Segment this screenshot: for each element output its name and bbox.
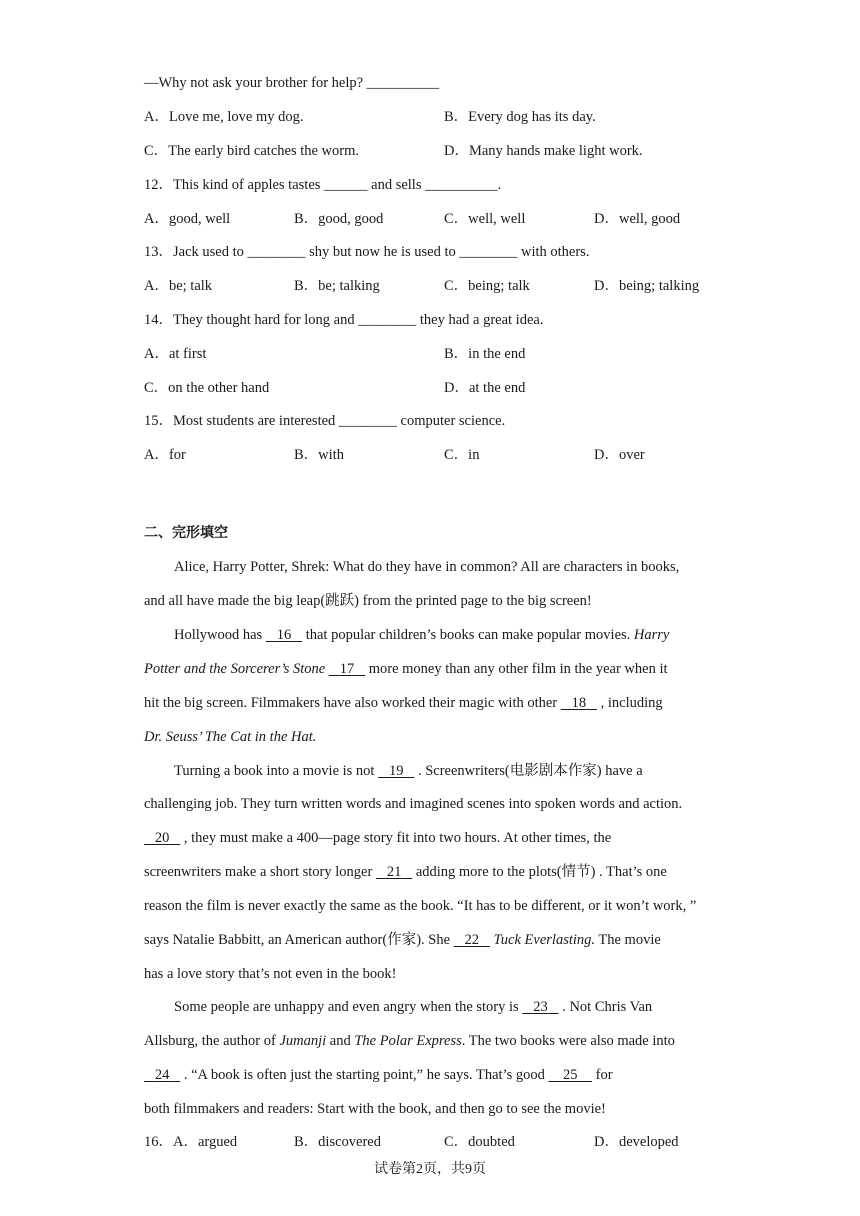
passage-line (144, 1031, 675, 1051)
passage-line (144, 693, 663, 713)
q11-option-d: D．Many hands make light work. (444, 143, 643, 159)
passage-text: The movie (595, 932, 661, 948)
book-title: Jumanji (279, 1033, 327, 1049)
q15-option-a: A．for (144, 447, 186, 463)
q12-option-c: C．well, well (444, 211, 526, 227)
passage-line: challenging job. They turn written words and imagined scenes into spoken words and action. (144, 796, 683, 812)
book-title: Potter and the Sorcerer’s Stone (144, 661, 326, 677)
blank-21: 21 (386, 864, 402, 880)
q11-option-a: A．Love me, love my dog. (144, 109, 304, 125)
passage-text: Hollywood has (174, 627, 266, 643)
q11-stem: —Why not ask your brother for help? __________ (144, 75, 440, 91)
passage-line (144, 828, 611, 848)
q15-stem: 15．Most students are interested ________ computer science. (144, 413, 506, 429)
blank-20: 20 (154, 830, 170, 846)
q14-option-a: A．at first (144, 346, 207, 362)
q11-option-c: C．The early bird catches the worm. (144, 143, 360, 159)
page-footer: 试卷第2页，共9页 (374, 1162, 486, 1177)
q14-option-b: B．in the end (444, 346, 526, 362)
q14-option-d: D．at the end (444, 380, 526, 396)
passage-line (144, 930, 661, 950)
passage-line: and all have made the big leap(跳跃) from the printed page to the big screen! (144, 593, 592, 609)
q16-option-a: 16．A．argued (144, 1134, 238, 1150)
passage-line (144, 659, 668, 679)
q11-option-b: B．Every dog has its day. (444, 109, 596, 125)
passage-text: adding more to the plots(情节) . That’s one (412, 864, 667, 880)
q16-option-b: B．discovered (294, 1134, 381, 1150)
blank-16: 16 (276, 627, 292, 643)
book-title: Tuck Everlasting. (493, 932, 596, 948)
passage-text: Allsburg, the author of (144, 1033, 280, 1049)
blank-23: 23 (533, 999, 548, 1015)
q15-option-c: C．in (444, 447, 480, 463)
q15-option-b: B．with (294, 447, 344, 463)
passage-text: and (326, 1033, 355, 1049)
passage-line (144, 1065, 613, 1085)
passage-text: , including (597, 695, 663, 711)
passage-text: Some people are unhappy and even angry when the story is (174, 999, 523, 1015)
passage-text: for (592, 1067, 613, 1083)
blank-19: 19 (388, 763, 404, 779)
passage-line: reason the film is never exactly the same as the book. “It has to be different, or it won’t work, ” (144, 898, 697, 914)
blank-25: 25 (563, 1067, 578, 1083)
q16-option-d: D．developed (594, 1134, 679, 1150)
q13-option-a: A．be; talk (144, 278, 213, 294)
passage-text: . Screenwriters(电影剧本作家) have a (414, 763, 643, 779)
passage-text: , they must make a 400—page story fit into two hours. At other times, the (180, 830, 612, 846)
passage-line: Dr. Seuss’ The Cat in the Hat. (144, 729, 317, 745)
q14-option-c: C．on the other hand (144, 380, 270, 396)
q12-stem: 12．This kind of apples tastes ______ and sells __________. (144, 177, 502, 193)
q12-option-d: D．well, good (594, 211, 681, 227)
q13-option-b: B．be; talking (294, 278, 380, 294)
passage-text: more money than any other film in the year when it (365, 661, 668, 677)
book-title: Harry (633, 627, 670, 643)
q12-option-b: B．good, good (294, 211, 384, 227)
q15-option-d: D．over (594, 447, 645, 463)
passage-text: says Natalie Babbitt, an American author(作家). She (144, 932, 454, 948)
q13-stem: 13．Jack used to ________ shy but now he is used to ________ with others. (144, 244, 590, 260)
passage-text: . “A book is often just the starting point,” he says. That’s good (180, 1067, 549, 1083)
blank-18: 18 (571, 695, 587, 711)
passage-line: both filmmakers and readers: Start with the book, and then go to see the movie! (144, 1101, 606, 1117)
section-heading: 二、完形填空 (144, 525, 228, 541)
passage-text: screenwriters make a short story longer (144, 864, 376, 880)
q13-option-d: D．being; talking (594, 278, 700, 294)
book-title: The Polar Express (354, 1033, 462, 1049)
passage-text: hit the big screen. Filmmakers have also worked their magic with other (144, 695, 561, 711)
blank-24: 24 (154, 1067, 170, 1083)
blank-17: 17 (339, 661, 355, 677)
passage-line: Alice, Harry Potter, Shrek: What do they have in common? All are characters in books, (174, 559, 680, 575)
q14-stem: 14．They thought hard for long and ________ they had a great idea. (144, 312, 544, 328)
passage-line (174, 997, 652, 1017)
passage-text: . Not Chris Van (558, 999, 653, 1015)
q12-option-a: A．good, well (144, 211, 231, 227)
passage-text: that popular children’s books can make popular movies. (302, 627, 634, 643)
passage-text: . The two books were also made into (461, 1033, 675, 1049)
q13-option-c: C．being; talk (444, 278, 530, 294)
q16-option-c: C．doubted (444, 1134, 515, 1150)
passage-line (174, 625, 669, 645)
passage-line (144, 862, 667, 882)
passage-line: has a love story that’s not even in the book! (144, 966, 397, 982)
passage-line (174, 761, 643, 781)
blank-22: 22 (464, 932, 480, 948)
passage-text: Turning a book into a movie is not (174, 763, 379, 779)
